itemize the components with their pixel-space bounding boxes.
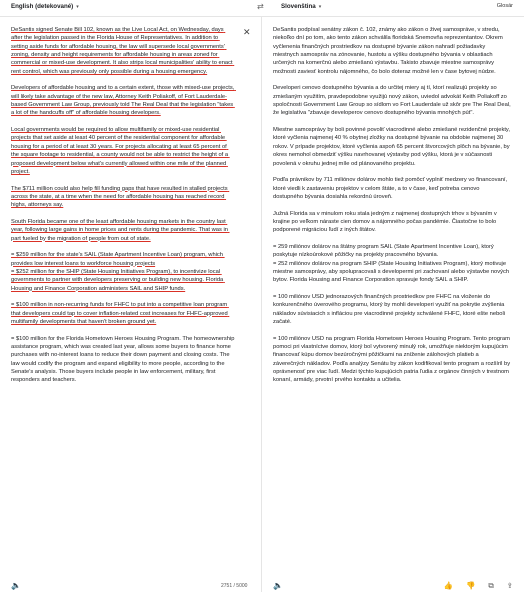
source-pane[interactable]: [0, 17, 262, 592]
source-text[interactable]: [11, 26, 236, 393]
target-pane: [262, 17, 524, 592]
source-language-label: English (detekované): [11, 3, 74, 10]
language-bar: [0, 0, 524, 17]
share-icon[interactable]: ⇪: [506, 581, 513, 590]
chevron-down-icon: ▾: [318, 3, 322, 10]
source-paragraph: Local governments would be required to allow multifamily or mixed-use residential projects that set aside at least 40 percent of the residential component for affordable housing for a period of at least 30 years. For projects allocating at least 65 percent of the square footage to residential, a county would not be able to restrict the height of a proposed development below what's currently allowed within one mile of the planned project.: [11, 127, 230, 175]
chevron-down-icon: ▾: [76, 3, 79, 10]
source-paragraph: Developers of affordable housing and to a certain extent, those with mixed-use projects, will likely take advantage of the new law, Attorney Keith Poliakoff, of Fort Lauderdale-based Government Law Group, previously told The Real Deal that the legislation "takes a lot of the handcuffs off" of affordable housing developers.: [11, 85, 236, 117]
translated-paragraph: = 100 miliónov USD na program Florida Hometown Heroes Housing Program. Tento program pomoci pri vlastníctve domov, ktorý bol vytvorený minulý rok, umožňuje niektorým kupujúcim financovať kúpu domov bezúročnými pôžičkami na zníženie zálohových platieb a záverečných nákladov. Podľa analýzy Senátu by zákon kodifikoval tento program a rozšíril by oprávnenosť pre viac ľudí. Medzi týchto kupujúcich patria ľudia z orgánov činných v trestnom konaní, armády, prvotní prvého kontaktu a učitelia.: [273, 335, 512, 384]
source-language-selector[interactable]: [11, 3, 79, 10]
source-paragraph: The $711 million could also help fill funding gaps that have resulted in stalled projects across the state, at a time when the need for affordable housing has reached record highs, attorneys say.: [11, 185, 230, 209]
glossary-button[interactable]: Glosár: [496, 3, 513, 9]
translated-paragraph: Podľa právnikov by 711 miliónov dolárov mohlo tiež pomôcť vyplniť medzery vo financovaní, ktoré viedli k zastaveniu projektov v celom štáte, a to v čase, keď potreba cenovo dostupného bývania dosiahla rekordnú úroveň.: [273, 177, 509, 200]
speaker-icon[interactable]: 🔈: [273, 581, 283, 590]
source-paragraph: DeSantis signed Senate Bill 102, known as the Live Local Act, on Wednesday, days after the legislation passed in the Florida House of Representatives. In addition to setting aside funds for affordable housing, the law will supersede local governments' zoning, density and height requirements for affordable housing in areas zoned for commercial or mixed-use development. It also strips local municipalities' ability to enact rent control, which was previously only possible during a housing emergency.: [11, 27, 235, 75]
speaker-icon[interactable]: 🔈: [11, 581, 21, 590]
character-count: 2751 / 5000: [221, 583, 248, 589]
translated-paragraph: = 259 miliónov dolárov na štátny program SAIL (State Apartment Incentive Loan), ktorý poskytuje nízkoúrokové pôžičky na projekty pracovného bývania. = 252 miliónov dolárov na program SHIP (State Housing Initiatives Program), ktorý motivuje miestne samosprávy, aby spolupracovali s developermi pri zachovaní alebo výstavbe nových bytov. Florida Housing and Finance Corporation spravuje fondy SAIL a SHIP.: [273, 243, 510, 284]
translation-actions: [444, 581, 513, 591]
target-language-selector[interactable]: [281, 3, 321, 10]
translated-paragraph: = 100 miliónov USD jednorazových finančných prostriedkov pre FHFC na vloženie do konkurenčného úverového programu, ktorý by mohli developeri využiť na pokrytie zvýšenia nákladov súvisiacich s infláciou pre viacrodinné projekty schválené FHFC, ktoré ešte neboli začaté.: [273, 294, 507, 326]
source-paragraph: = $100 million in non-recurring funds for FHFC to put into a competitive loan program that developers could tap to cover inflation-related cost increases for FHFC-approved multifamily developments that haven't broken ground yet.: [11, 302, 230, 326]
translated-paragraph: Developeri cenovo dostupného bývania a do určitej miery aj tí, ktorí realizujú projekty so zmiešaným využitím, pravdepodobne využijú nový zákon, uviedol advokát Keith Poliakoff zo spoločnosti Government Law Group so sídlom vo Fort Lauderdale už skôr pre The Real Deal, že legislatíva "zbavuje developerov cenovo dostupného bývania mnohých pút".: [273, 85, 513, 117]
translated-paragraph: Južná Florida sa v minulom roku stala jedným z najmenej dostupných trhov s bývaním v krajine po veľkom náraste cien domov a nájomného počas pandémie. Čiastočne to bolo podporené migráciou ľudí z iných štátov.: [273, 210, 499, 234]
source-paragraph: = $259 million for the state's SAIL (State Apartment Incentive Loan) program, which provides low interest loans to workforce housing projects = $252 million for the SHIP (State Housing Initiatives Program), to incentivize local governments to partner with developers preserving or building new housing. Florida Housing and Finance Corporation administers SAIL and SHIP funds.: [11, 252, 224, 292]
translated-paragraph: DeSantis podpísal senátny zákon č. 102, známy ako zákon o živej samospráve, v stredu, niekoľko dní po tom, ako tento zákon schválila floridská Snemovňa reprezentantov. Okrem vyčlenenia finančných prostriedkov na dostupné bývanie zákon nahradí požiadavky miestnych samospráv na zónovanie, hustotu a výšku dostupného bývania v oblastiach určených na komerčnú alebo zmiešanú výstavbu. Takisto zbavuje miestne samosprávy možnosti zaviesť kontrolu nájomného, čo bolo doteraz možné len v čase bytovej núdze.: [273, 27, 505, 75]
close-icon[interactable]: ✕: [243, 27, 251, 37]
swap-arrows-icon[interactable]: ⇄: [257, 2, 264, 11]
thumbs-down-icon[interactable]: 👎: [466, 581, 476, 590]
source-paragraph: = $100 million for the Florida Hometown Heroes Housing Program. The homeownership assistance program, which was created last year, allows some buyers to finance home purchases with no-interest loans to reduce their down payment and closing costs. The law would codify the program and expand eligibility to more people, according to the Senate's analysis. Those buyers include people in law enforcement, military, first responders and teachers.: [11, 335, 237, 384]
target-language-label: Slovenština: [281, 3, 316, 10]
copy-icon[interactable]: ⧉: [488, 581, 494, 590]
source-paragraph: South Florida became one of the least affordable housing markets in the country last year, following large gains in home prices and rents during the pandemic. That was in part fueled by the migration of people from out of state.: [11, 218, 230, 242]
thumbs-up-icon[interactable]: 👍: [443, 581, 453, 590]
translated-paragraph: Miestne samosprávy by boli povinné povoliť viacrodinné alebo zmiešané rezidenčné projekty, ktoré vyčlenia najmenej 40 % obytnej zložky na dostupné bývanie na obdobie najmenej 30 rokov. V prípade projektov, ktoré vyčlenia aspoň 65 percent štvorcových plôch na bývanie, by okres nemohol obmedziť výšku navrhovanej výstavby pod výšku, ktorá je v súčasnosti povolená v okruhu jednej míle od plánovaného projektu.: [273, 127, 512, 167]
translated-text: [273, 26, 511, 393]
